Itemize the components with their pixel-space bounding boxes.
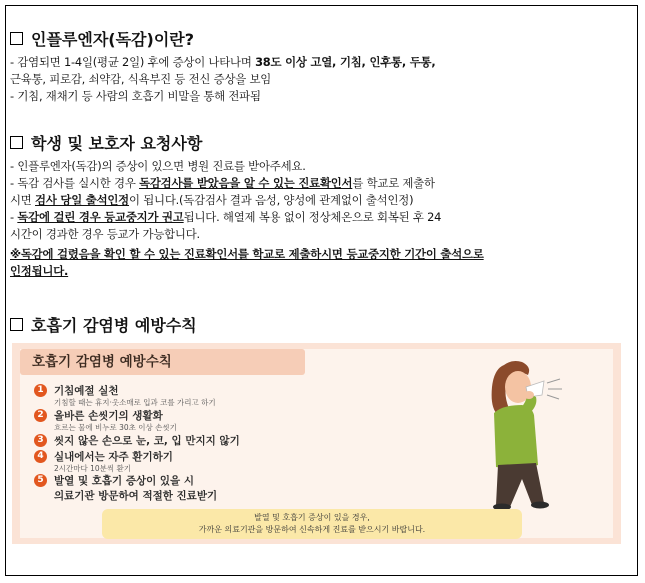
influenza-line-1 [10, 54, 637, 71]
influenza-symptoms-bold: 38도 이상 고열, 기침, 인후통, 두통, [255, 55, 436, 69]
request-line-3-a: 시면 [10, 193, 36, 207]
tip-title: 기침예절 실천 [54, 385, 119, 397]
poster-footer-line-2: 가까운 의료기관을 방문하여 신속하게 진료를 받으시기 바랍니다. [198, 525, 426, 534]
poster-title: 호흡기 감염병 예방수칙 [32, 354, 172, 370]
request-line-1: - 인플루엔자(독감)의 증상이 있으면 병원 진료를 받아주세요. [10, 159, 306, 173]
poster-footer-banner [102, 509, 522, 539]
tip-number-badge: 2 [34, 409, 47, 422]
request-line-3 [10, 192, 637, 209]
checkbox-icon [10, 318, 23, 331]
request-note-1: ※독감에 걸렸음을 확인 할 수 있는 진료확인서를 학교로 제출하시면 등교중지한 기간이 출석으로 [10, 247, 484, 261]
tip-number-badge: 5 [34, 474, 47, 487]
request-line-2-a: - 독감 검사를 실시한 경우 [10, 176, 140, 190]
tip-number-badge: 3 [34, 434, 47, 447]
tip-title-line-2: 의료기관 방문하여 적절한 진료받기 [54, 490, 218, 502]
coughing-person-illustration [432, 353, 602, 513]
request-line-2 [10, 175, 637, 192]
request-line-3-b: 검사 당일 출석인정 [35, 193, 129, 207]
influenza-line-2: 근육통, 피로감, 쇠약감, 식욕부진 등 전신 증상을 보임 [10, 72, 272, 86]
section-prevention [10, 314, 637, 334]
request-heading [10, 132, 637, 152]
tip-title: 발열 및 호흡기 증상이 있을 시 [54, 475, 194, 487]
tip-title: 올바른 손씻기의 생활화 [54, 410, 163, 422]
request-heading-text: 학생 및 보호자 요청사항 [31, 133, 203, 153]
tip-number-badge: 4 [34, 450, 47, 463]
request-line-4-c: 됩니다. 해열제 복용 없이 정상체온으로 회복된 후 24 [183, 210, 442, 224]
tip-subtitle: 흐르는 물에 비누로 30초 이상 손씻기 [54, 423, 177, 432]
section-request [10, 132, 637, 280]
request-line-5: 시간이 경과한 경우 등교가 가능합니다. [10, 227, 200, 241]
request-line-4-b: 독감에 걸린 경우 등교중지가 권고 [17, 210, 184, 224]
checkbox-icon [10, 136, 23, 149]
prevention-poster [12, 343, 621, 544]
tip-subtitle: 2시간마다 10분씩 환기 [54, 464, 132, 473]
tip-subtitle: 기침할 때는 휴지·옷소매로 입과 코를 가리고 하기 [54, 398, 216, 407]
request-note-2: 인정됩니다. [10, 264, 69, 278]
influenza-heading [10, 28, 637, 48]
tip-title: 실내에서는 자주 환기하기 [54, 451, 173, 463]
request-line-2-b: 독감검사를 받았음을 알 수 있는 진료확인서 [139, 176, 353, 190]
influenza-line-1-prefix: - 감염되면 1-4일(평균 2일) 후에 증상이 나타나며 [10, 55, 256, 69]
request-line-2-c: 를 학교로 제출하 [352, 176, 435, 190]
request-line-4-a: - [10, 210, 18, 224]
tip-title: 씻지 않은 손으로 눈, 코, 입 만지지 않기 [54, 435, 240, 447]
poster-footer-line-1: 발열 및 호흡기 증상이 있을 경우, [254, 513, 370, 522]
prevention-heading-text: 호흡기 감염병 예방수칙 [31, 315, 197, 335]
request-line-4 [10, 209, 637, 226]
influenza-line-3: - 기침, 재채기 등 사람의 호흡기 비말을 통해 전파됨 [10, 89, 261, 103]
request-line-3-c: 이 됩니다.(독감검사 결과 음성, 양성에 관계없이 출석인정) [129, 193, 414, 207]
tip-number-badge: 1 [34, 384, 47, 397]
checkbox-icon [10, 32, 23, 45]
section-influenza [10, 28, 637, 105]
influenza-heading-text: 인플루엔자(독감)이란? [31, 29, 195, 49]
prevention-heading [10, 314, 637, 334]
